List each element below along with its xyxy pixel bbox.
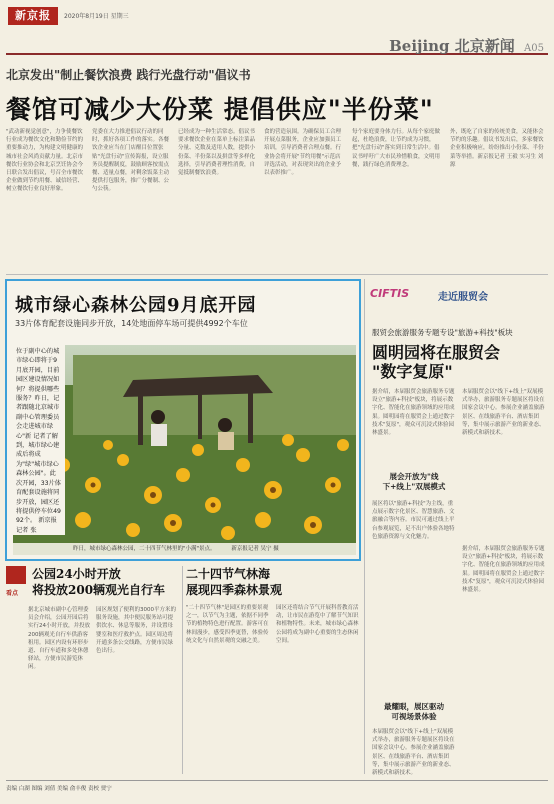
right-body: 本届服贸会以"线下+线上"双展模式举办，旅游服务专题展区将设在国家会议中心。参展企业涵盖旅游景区、在线旅游平台、酒店集团等，集中展示旅游产业的新业态、新模式和新技术。 <box>372 729 455 777</box>
caption-text: 昨日，城市绿心森林公园，二十四节气林里的"小满"景点。 <box>73 546 216 552</box>
right-subhead-1 <box>372 472 456 492</box>
mid-lower-headline <box>186 566 282 598</box>
page-number: A05 <box>524 43 544 54</box>
right-body: 本届服贸会以"线下+线上"双展模式举办，旅游服务专题展区将设在国家会议中心。参展企业涵盖旅游景区、在线旅游平台、酒店集团等，集中展示旅游产业的新业态、新模式和新技术。 <box>462 389 545 437</box>
right-subhead-2b: 可视场景体验 <box>391 712 437 721</box>
side-note-text: 位于副中心的城市绿心即将于9月底开园，目前园区建设情况如何？将提供哪些服务？昨日，记者跟随北京城市副中心管理委员会走进城市绿心"新 <box>16 348 60 440</box>
masthead <box>6 5 548 55</box>
section-en: Beijing <box>389 37 450 55</box>
side-note-text-2: 记者了解到，城市绿心建成后将成为"绿"城市绿心森林公园"。此次开园，33片体育配套设施将同步开放，园区还将提供停车位4992个。 <box>16 432 61 525</box>
right-body: 据介绍，本届服贸会旅游服务专题设立"旅游+科技"板块，将展示数字化、智能化在旅游领域的应用成果。圆明园将在服贸会上通过数字技术"复原"，观众可沉浸式体验园林盛景。 <box>372 389 455 437</box>
lower-body: 园区规划了便利的3000平方米的服务设施，其中便民服务站可提供饮水、休息等服务，并设置母婴室和医疗救护点。园区周边将开通多条公交线路，方便市民绿色出行。 <box>96 607 176 655</box>
lower-body: "二十四节气林"是园区的重要景观之一，以节气为主题，依据不同季节的植物特色进行配置。游客可在林间漫步，感受四季更替，体验传统文化与自然景观的交融之美。 <box>186 605 269 644</box>
ciftis-logo: CIFTIS <box>370 287 410 300</box>
right-headline-line-1: 圆明园将在服贸会 <box>372 343 501 362</box>
divider <box>6 274 548 275</box>
ciftis-banner <box>370 285 546 311</box>
feature-title: 城市绿心森林公园9月底开园 <box>15 295 257 316</box>
section-title <box>389 35 544 56</box>
left-lower-headline <box>32 566 165 598</box>
feature-side-text <box>13 345 65 535</box>
page-footer: 责编 白湖 图编 刘倩 美编 俞丰俊 责校 贾宁 <box>6 780 548 792</box>
body-column: 外，既吃了自家的传统美食，又能体会节约的乐趣。倡议书发出后，多家餐饮企业积极响应，纷纷推出小份菜、半份菜等举措。新京报记者 王毅 实习生 刘源 <box>450 129 544 168</box>
right-subhead-2a: 最耀眼，展区驱动 <box>384 702 444 711</box>
right-headline <box>372 343 500 381</box>
red-tag <box>6 566 26 584</box>
mid-lower-headline-1: 二十四节气林海 <box>186 567 271 581</box>
right-body: 展区将以"旅游+科技"为主线，重点展示数字化景区、智慧旅游、文旅融合等内容。市民可通过线上平台参观展览，足不出户体验各地特色旅游资源与文化魅力。 <box>372 501 455 540</box>
right-body: 据介绍，本届服贸会旅游服务专题设立"旅游+科技"板块，将展示数字化、智能化在旅游领域的应用成果。圆明园将在服贸会上通过数字技术"复原"，观众可沉浸式体验园林盛景。 <box>462 546 545 594</box>
photo-caption <box>13 543 356 555</box>
body-column: 已经成为一种生活常态。倡议书要求餐饮企业在菜单上标注菜品分量、克数及适用人数，提供小份菜、半份菜以及拼盘等多样化选择，引导消费者理性消费，自觉抵制餐饮浪费。 <box>178 129 256 177</box>
feature-box <box>5 279 361 561</box>
body-column: 食的营造氛围。为确保员工合理开展点菜服务，企业应加强员工培训，引导消费者合理点餐。行业协会将开展"节约用餐"示范店评选活动，对表现突出的企业予以表彰推广。 <box>264 129 342 177</box>
divider <box>364 279 365 774</box>
right-subhead-1a: 展会开放为"线 <box>389 472 439 481</box>
left-lower-headline-1: 公园24小时开放 <box>32 567 121 581</box>
divider <box>182 566 183 774</box>
newspaper-logo: 新京报 <box>8 7 58 25</box>
right-headline-line-2: "数字复原" <box>372 362 453 381</box>
left-tag-label: 看点 <box>6 590 19 597</box>
top-story-kicker: 北京发出"制止餐饮浪费 践行光盘行动"倡议书 <box>6 68 251 82</box>
right-subhead-1b: 下+线上"双展模式 <box>382 482 446 491</box>
side-note-byline: 新京报记者 张 <box>16 517 57 534</box>
right-kicker: 服贸会旅游服务专题专设"旅游+科技"板块 <box>372 328 513 337</box>
feature-subtitle: 33片体育配套设施同步开放，14处地面停车场可提供4992个车位 <box>15 319 248 328</box>
dateline: 2020年8月19日 星期三 <box>64 13 129 20</box>
lower-body: 园区还将结合节气开展科普教育活动，让市民在游览中了解节气知识和植物特性。未来，城市绿心森林公园将成为副中心重要的生态休闲空间。 <box>276 605 359 644</box>
lower-body: 据北京城市副中心管理委员会介绍，公园开园后将实行24小时开放，并投放200辆观光自行车供游客租用。园区内设有环形步道、自行车道和多处休憩驿站，方便市民游览休闲。 <box>28 607 90 671</box>
body-column: "武动新视觉创意"，力争使餐饮行业成为餐饮文化和勤俭节约的重要推动力，为构建文明健康的城市社会风尚贡献力量。北京市餐饮行业协会和北京烹饪协会今日联合发出倡议，号召全市餐饮企业做到节约用餐、诚信经营、树立餐饮行业良好形象。 <box>6 129 84 193</box>
section-cn: 北京新闻 <box>454 37 515 55</box>
photo-credit: 新京报记者 吴宁 摄 <box>231 546 279 552</box>
left-lower-headline-2: 将投放200辆观光自行车 <box>32 583 166 597</box>
mid-lower-headline-2: 展现四季森林景观 <box>186 583 283 597</box>
top-story-headline: 餐馆可减少大份菜 提倡供应"半份菜" <box>6 95 434 124</box>
right-subhead-2 <box>372 702 456 722</box>
body-column: 每个家庭要身体力行。从每个家庭做起，杜绝浪费，让节约成为习惯，把"光盘行动"落实到日常生活中。倡议书呼吁广大市民珍惜粮食，文明用餐，践行绿色消费理念。 <box>352 129 441 168</box>
body-column: 党委在大力推进倡议行动的同时，抓好各项工作的落实。各餐饮企业应当在门店醒目位置张贴"光盘行动"宣传海报，设立服务员提醒制度，鼓励顾客按需点餐、适量点餐，对剩余饭菜主动提供打包服务，推广分餐制、公勺公筷。 <box>92 129 170 193</box>
ciftis-label: 走近服贸会 <box>438 292 488 303</box>
